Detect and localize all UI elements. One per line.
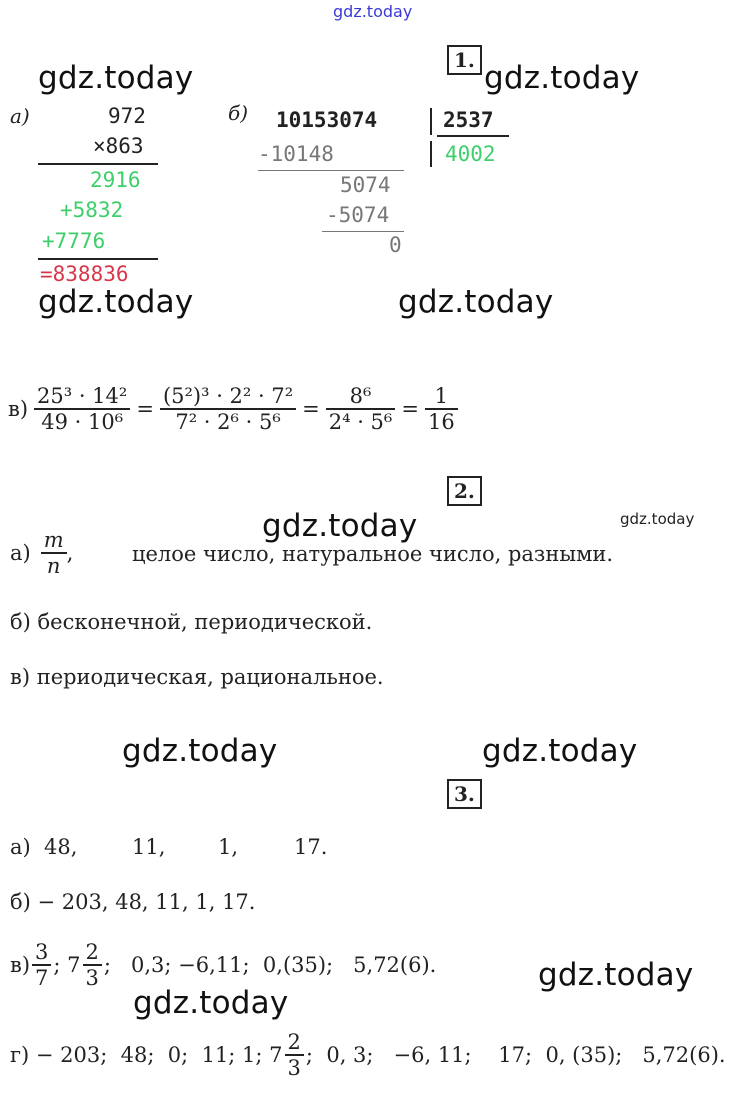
fraction — [326, 384, 396, 434]
numerator: 8⁶ — [349, 384, 372, 408]
watermark: gdz.today — [398, 284, 554, 320]
equals-sign: = — [401, 396, 419, 421]
list-item: 48, — [44, 835, 78, 859]
watermark-small: gdz.today — [620, 510, 695, 528]
fraction — [32, 940, 51, 990]
equals-sign: = — [302, 396, 320, 421]
task3-v-rest: ; 0,3; −6,11; 0,(35); 5,72(6). — [103, 952, 437, 977]
task-number-1: 1. — [447, 45, 482, 75]
fraction-equation — [8, 384, 458, 434]
denominator: 7 — [35, 965, 49, 990]
list-item: 11, — [132, 835, 166, 859]
denominator: 16 — [427, 409, 455, 434]
task3-v-label: в) — [10, 952, 31, 977]
task3-v-line — [10, 940, 436, 990]
watermark: gdz.today — [538, 957, 694, 993]
divisor: 2537 — [443, 108, 494, 132]
product-result: =838836 — [40, 262, 129, 286]
watermark-top: gdz.today — [333, 2, 413, 21]
watermark: gdz.today — [122, 733, 278, 769]
watermark: gdz.today — [38, 284, 194, 320]
watermark: gdz.today — [482, 733, 638, 769]
fraction — [425, 384, 458, 434]
remainder-2: 0 — [389, 233, 402, 257]
watermark: gdz.today — [38, 60, 194, 96]
watermark: gdz.today — [133, 985, 289, 1021]
task1-v-label: в) — [8, 396, 29, 421]
divider-line — [38, 258, 158, 260]
task3-a-label: а) — [10, 835, 31, 859]
divider-line — [258, 170, 404, 171]
task3-g-rest: ; 0, 3; −6, 11; 17; 0, (35); 5,72(6). — [305, 1042, 726, 1067]
divisor-line — [437, 135, 509, 137]
numerator: 25³ · 14² — [37, 384, 128, 408]
denominator: n — [46, 553, 61, 578]
numerator: 2 — [85, 940, 99, 964]
numerator: m — [43, 528, 64, 552]
partial-product-3: +7776 — [42, 229, 106, 253]
division-bar — [430, 141, 432, 167]
list-item: 17. — [294, 835, 328, 859]
denominator: 3 — [287, 1055, 301, 1080]
list-item: 1, — [218, 835, 239, 859]
watermark: gdz.today — [262, 508, 418, 544]
divider-line — [322, 231, 404, 232]
fraction — [285, 1030, 304, 1080]
denominator: 3 — [85, 965, 99, 990]
task3-g-line — [10, 1030, 726, 1080]
remainder-1: 5074 — [340, 173, 391, 197]
numerator: 1 — [434, 384, 448, 408]
task1-b-label: б) — [228, 101, 249, 125]
task-number-2: 2. — [447, 476, 482, 506]
numerator: 2 — [287, 1030, 301, 1054]
division-bar — [430, 108, 432, 135]
multiplicand: 972 — [108, 104, 146, 128]
fraction — [160, 384, 296, 434]
fraction — [41, 528, 67, 578]
dividend: 10153074 — [276, 108, 378, 132]
task2-a-label: а) — [10, 540, 31, 565]
separator: ; 7 — [53, 952, 81, 977]
numerator: 3 — [35, 940, 49, 964]
quotient: 4002 — [445, 142, 496, 166]
task2-a-text: целое число, натуральное число, разными. — [132, 542, 614, 566]
equals-sign: = — [136, 396, 154, 421]
partial-product-1: 2916 — [90, 168, 141, 192]
denominator: 7² · 2⁶ · 5⁶ — [175, 409, 281, 434]
partial-product-2: +5832 — [60, 198, 124, 222]
multiplier: ×863 — [93, 134, 144, 158]
denominator: 49 · 10⁶ — [41, 409, 124, 434]
task-number-3: 3. — [447, 779, 482, 809]
task3-g-prefix: г) − 203; 48; 0; 11; 1; 7 — [10, 1042, 283, 1067]
subtrahend-2: -5074 — [326, 203, 390, 227]
task3-b-text: б) − 203, 48, 11, 1, 17. — [10, 890, 256, 914]
fraction — [34, 384, 130, 434]
denominator: 2⁴ · 5⁶ — [328, 409, 393, 434]
task1-a-label: а) — [10, 104, 30, 128]
comma: , — [66, 540, 74, 565]
task2-a-line — [10, 528, 73, 578]
task2-v-text: в) периодическая, рациональное. — [10, 665, 384, 689]
divider-line — [38, 163, 158, 165]
watermark: gdz.today — [484, 60, 640, 96]
fraction — [83, 940, 102, 990]
subtrahend-1: -10148 — [258, 142, 334, 166]
task2-b-text: б) бесконечной, периодической. — [10, 610, 373, 634]
numerator: (5²)³ · 2² · 7² — [162, 384, 294, 408]
